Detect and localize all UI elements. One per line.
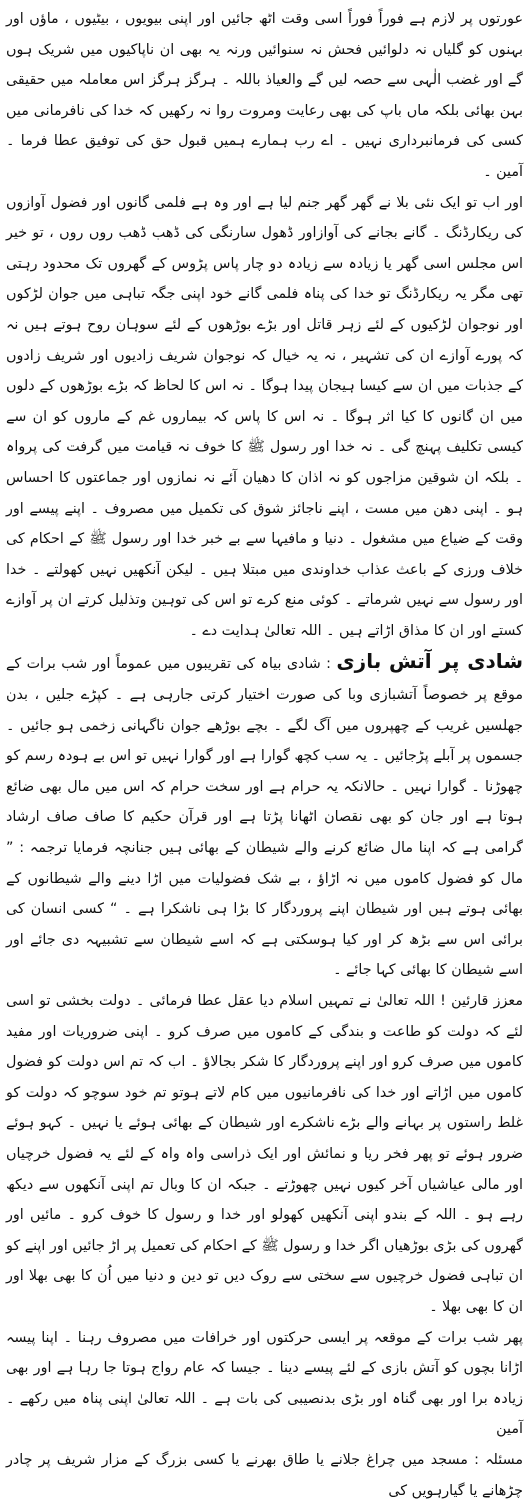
paragraph-recording: اور اب تو ایک نئی بلا نے گھر گھر جنم لیا ہے اور وہ ہے فلمی گانوں اور فضول آوازوں کی ریکارڈنگ ۔ گانے بجانے کی آوازاور ڈھول سارنگی کی ڈھب ڈھب روں روں ، تو خیر اس مجلس اسی گھر یا زیادہ سے زیادہ دو چار پاس پڑوس کے گھروں تک محدود رہتی تھی مگر یہ ریکارڈنگ تو خدا کی پناہ فلمی گانے خود اپنی جگہ تباہی میں جوان لڑکوں اور نوجوان لڑکیوں کے لئے زہر قاتل اور بڑے بوڑھوں کے لئے سوہان روح ہوتے ہیں نہ کہ پورے آوازے ان کی تشہیر ، نہ یہ خیال کہ نوجوان شریف زادیوں اور شریف زادوں کے جذبات میں ان سے کیسا ہیجان پیدا ہوگا ۔ نہ اس کا لحاظ کہ بڑے بوڑھوں کے دلوں میں ان گانوں کا کیا اثر ہوگا ۔ نہ اس کا پاس کہ بیماروں غم کے ماروں کو ان سے کیسی تکلیف پہنچ گی ۔ نہ خدا اور رسول ﷺ کا خوف نہ قیامت میں گرفت کی پرواہ ۔ بلکہ ان شوقین مزاجوں کو نہ اذان کا دھیان آئے نہ نمازوں اور جماعتوں کا احساس ہو ۔ اپنی دھن میں مست ، اپنے ناجائز شوق کی تکمیل میں مصروف ۔ اپنے پیسے اور وقت کے ضیاع میں مشغول ۔ دنیا و مافیہا سے بے خبر خدا اور رسول ﷺ کے احکام کی خلاف ورزی کے باعث عذاب خداوندی میں مبتلا ہیں ۔ لیکن آنکھیں نہیں کھولتے ۔ خدا اور رسول سے نہیں شرماتے ۔ کوئی منع کرے تو اس کی توہین وتذلیل کرتے ان پر آوازے کستے اور ان کا مذاق اڑاتے ہیں ۔ اللہ تعالیٰ ہدایت دے ۔ bbox=[6, 194, 523, 639]
paragraph-women-duty: عورتوں پر لازم ہے فوراً فوراً اسی وقت اٹھ جائیں اور اپنی بیویوں ، بیٹیوں ، ماؤں اور بہنوں کو گلیاں نہ دلوائیں فحش نہ سنوائیں ورنہ یہ بھی ان ناپاکیوں میں شریک ہوں گے اور غضب الٰہی سے حصہ لیں گے والعیاذ باللہ ۔ ہرگز ہرگز اس معاملہ میں حقیقی بہن بھائی بلکہ ماں باپ کی بھی رعایت ومروت روا نہ رکھیں کہ خدا کی نافرمانی میں کسی کی فرمانبرداری نہیں ۔ اے رب ہمارے ہمیں قبول حق کی توفیق عطا فرما ۔ آمین ۔ bbox=[6, 11, 523, 180]
paragraph-fireworks-text: : شادی بیاہ کی تقریبوں میں عموماً اور شب برات کے موقع پر خصوصاً آتشبازی وبا کی صورت اختیار کرتی جارہی ہے ۔ کپڑے جلیں ، بدن جھلسیں غریب کے چھپروں میں آگ لگے ۔ بچے بوڑھے جوان ناگہانی زخمی ہو جائیں ۔ جسموں پر آبلے پڑجائیں ۔ یہ سب کچھ گوارا ہے اور گوارا نہیں تو اس بے ہودہ رسم کو چھوڑنا ۔ گوارا نہیں ۔ حالانکہ یہ حرام ہے اور سخت حرام کہ اس میں مال بھی ضائع ہوتا ہے اور جان کو بھی نقصان اٹھانا پڑتا ہے اور قرآن حکیم کا صاف صاف ارشاد گرامی ہے کہ اپنا مال ضائع کرنے والے شیطان کے بھائی ہیں جنانچہ فرمایا ترجمہ : ” مال کو فضول کاموں میں نہ اڑاؤ ، بے شک فضولیات میں اڑا دینے والے شیطانوں کے بھائی ہوتے ہیں اور شیطان اپنے پروردگار کا بڑا ہی ناشکرا ہے ۔ “ کسی انسان کی برائی اس سے بڑھ کر اور کیا ہوسکتی ہے کہ اسے شیطان سے تشبیہہ دی جائے اور اسے شیطان کا بھائی کہا جائے ۔ bbox=[6, 656, 523, 979]
paragraph-readers: معزز قارئین ! اللہ تعالیٰ نے تمہیں اسلام دیا عقل عطا فرمائی ۔ دولت بخشی تو اسی لئے کہ دولت کو طاعت و بندگی کے کاموں میں صرف کرو ۔ اپنی ضروریات اور مفید کاموں میں صرف کرو اور اپنے پروردگار کا شکر بجالاؤ ۔ اب کہ تم اس دولت کو فضول کاموں میں اڑاتے اور خدا کی نافرمانیوں میں کام لاتے ہوتو تم خود سوچو کہ دولت کو غلط راستوں پر بہانے والے بڑے ناشکرے اور شیطان کے بھائی ہوئے یا نہیں ۔ کہو ہوئے ضرور ہوئے تو پھر فخر ریا و نمائش اور ایک ذراسی واہ واہ کے لئے یہ فضول خرچیاں اور مالی عیاشیاں آخر کیوں نہیں چھوڑتے ۔ جبکہ ان کا وبال تم اپنی آنکھوں سے دیکھ رہے ہو ۔ اللہ کے بندو اپنی آنکھیں کھولو اور خدا و رسول کا خوف کرو ۔ مائیں اور گھروں کی بڑی بوڑھیاں اگر خدا و رسول ﷺ کے احکام کی تعمیل پر اڑ جائیں اور اپنے کو ان تباہی فضول خرچیوں سے سختی سے روک دیں تو دین و دنیا میں اُن کا بھی بھلا اور ان کا بھی بھلا ۔ bbox=[6, 993, 523, 1315]
section-heading: شادی پر آتش بازی bbox=[336, 649, 523, 674]
paragraph-masala: مسئلہ : مسجد میں چراغ جلانے یا طاق بھرنے یا کسی بزرگ کے مزار شریف پر چادر چڑھانے یا گیارہویں کی bbox=[6, 1451, 523, 1499]
paragraph-shab-e-barat: پھر شب برات کے موقعہ پر ایسی حرکتوں اور خرافات میں مصروف رہنا ۔ اپنا پیسہ اڑانا بچوں کو آتش بازی کے لئے پیسے دینا ۔ جیسا کہ عام رواج ہوتا جا رہا ہے اور بھی زیادہ برا اور بھی گناہ اور بڑی بدنصیبی کی بات ہے ۔ اللہ تعالیٰ اپنی پناہ میں رکھے ۔ آمین bbox=[6, 1329, 523, 1438]
paragraph-fireworks bbox=[6, 646, 523, 986]
